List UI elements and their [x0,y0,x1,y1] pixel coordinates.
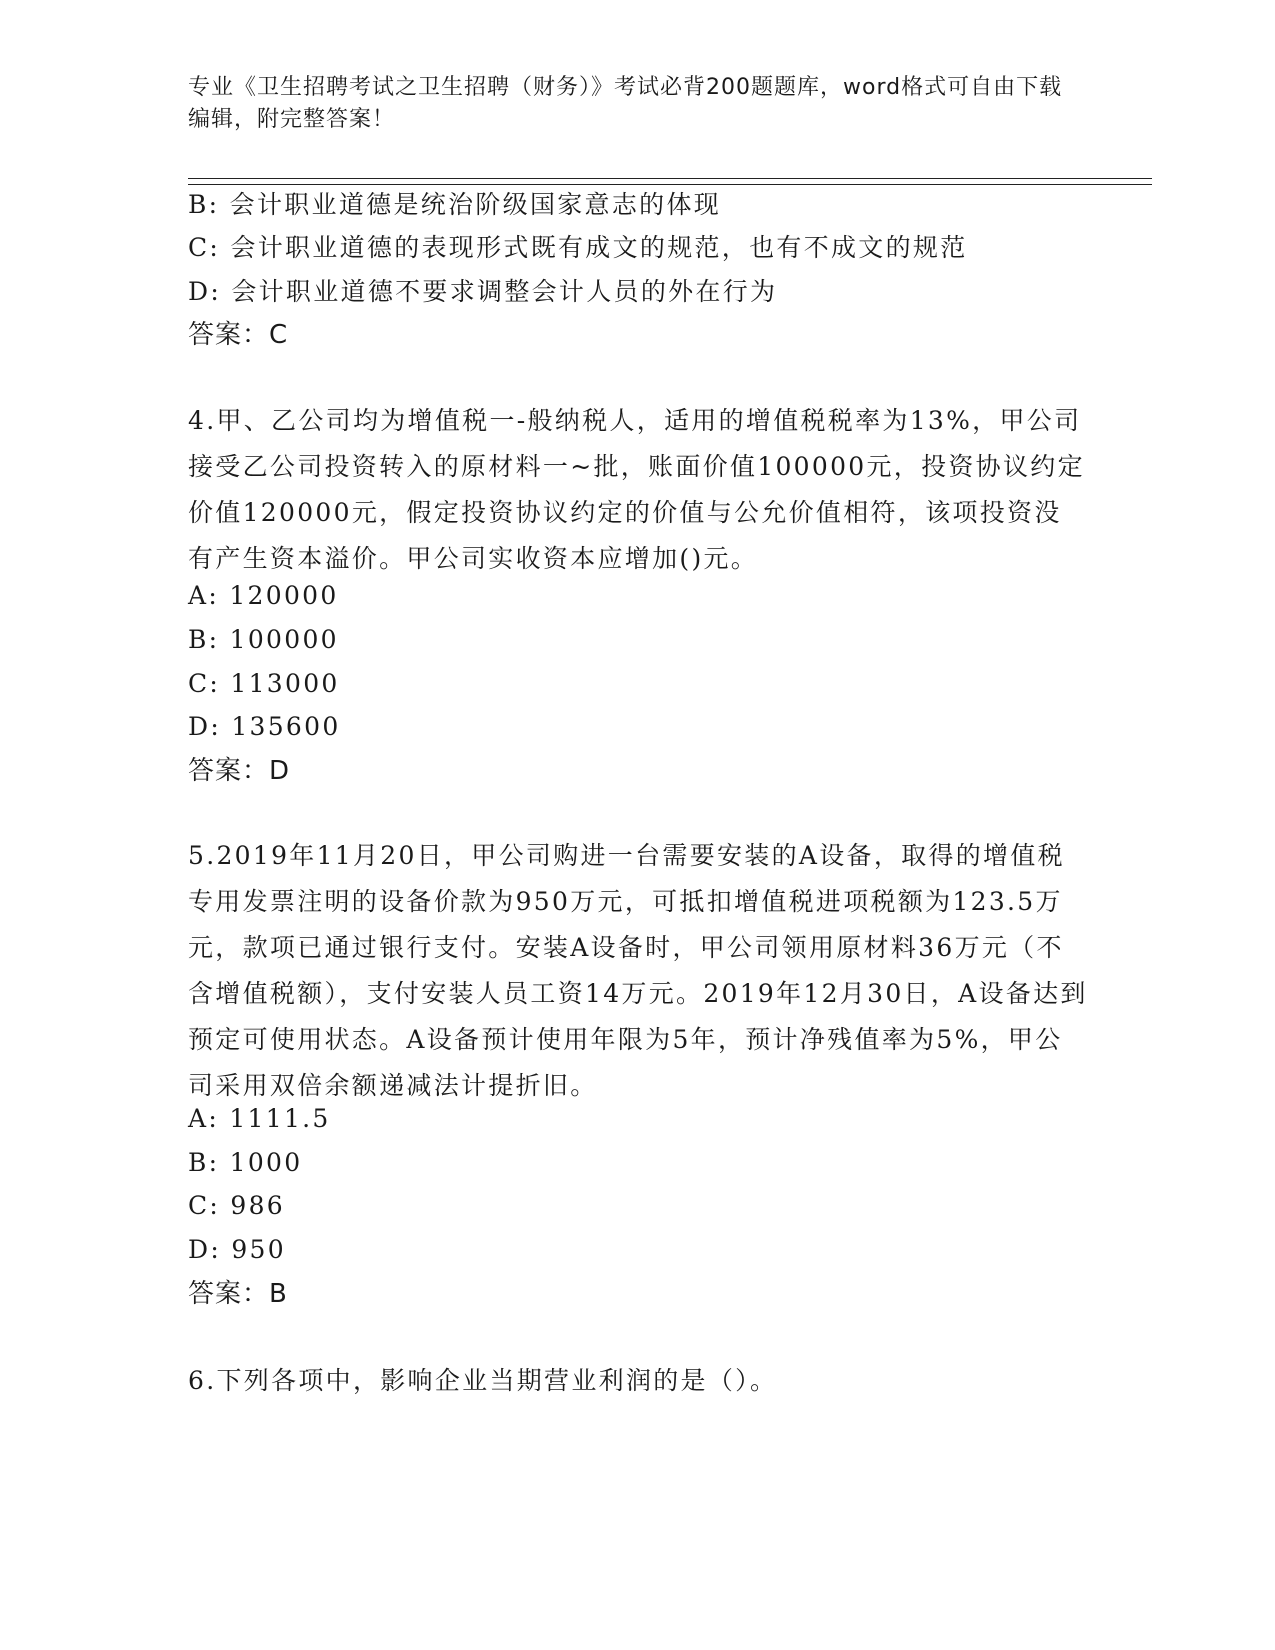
q5-option-a: A: 1111.5 [188,1104,331,1133]
q5-option-d: D: 950 [188,1235,286,1264]
header-rule-top [188,178,1152,179]
q4-answer: 答案：D [188,756,291,786]
q4-option-c: C: 113000 [188,669,340,698]
page-header: 专业《卫生招聘考试之卫生招聘（财务）》考试必背200题题库，word格式可自由下载编辑，附完整答案！ [188,75,1063,132]
q5-option-c: C: 986 [188,1191,286,1220]
q4-stem: 4.甲、乙公司均为增值税一-般纳税人，适用的增值税税率为13%，甲公司接受乙公司投资转入的原材料一~批，账面价值100000元，投资协议约定价值120000元，假定投资协议约定的价值与公允价值相符，该项投资没有产生资本溢价。甲公司实收资本应增加()元。 [188,406,1085,573]
q3-option-c: C: 会计职业道德的表现形式既有成文的规范，也有不成文的规范 [188,233,968,262]
q4-option-a: A: 120000 [188,581,339,610]
q4-option-d: D: 135600 [188,712,341,741]
q5-stem: 5.2019年11月20日，甲公司购进一台需要安装的A设备，取得的增值税专用发票注明的设备价款为950万元，可抵扣增值税进项税额为123.5万元，款项已通过银行支付。安装A设备时，甲公司领用原材料36万元（不含增值税额），支付安装人员工资14万元。2019年12月30日，A设备达到预定可使用状态。A设备预计使用年限为5年，预计净残值率为5%，甲公司采用双倍余额递减法计提折旧。 [188,841,1088,1100]
q5-answer: 答案：B [188,1279,288,1309]
q5-option-b: B: 1000 [188,1148,303,1177]
q3-option-b: B: 会计职业道德是统治阶级国家意志的体现 [188,190,722,219]
q4-option-b: B: 100000 [188,625,339,654]
header-rule-bottom [188,184,1152,185]
q6-stem: 6.下列各项中，影响企业当期营业利润的是（）。 [188,1366,778,1395]
q3-answer: 答案：C [188,320,289,350]
q3-option-d: D: 会计职业道德不要求调整会计人员的外在行为 [188,277,778,306]
